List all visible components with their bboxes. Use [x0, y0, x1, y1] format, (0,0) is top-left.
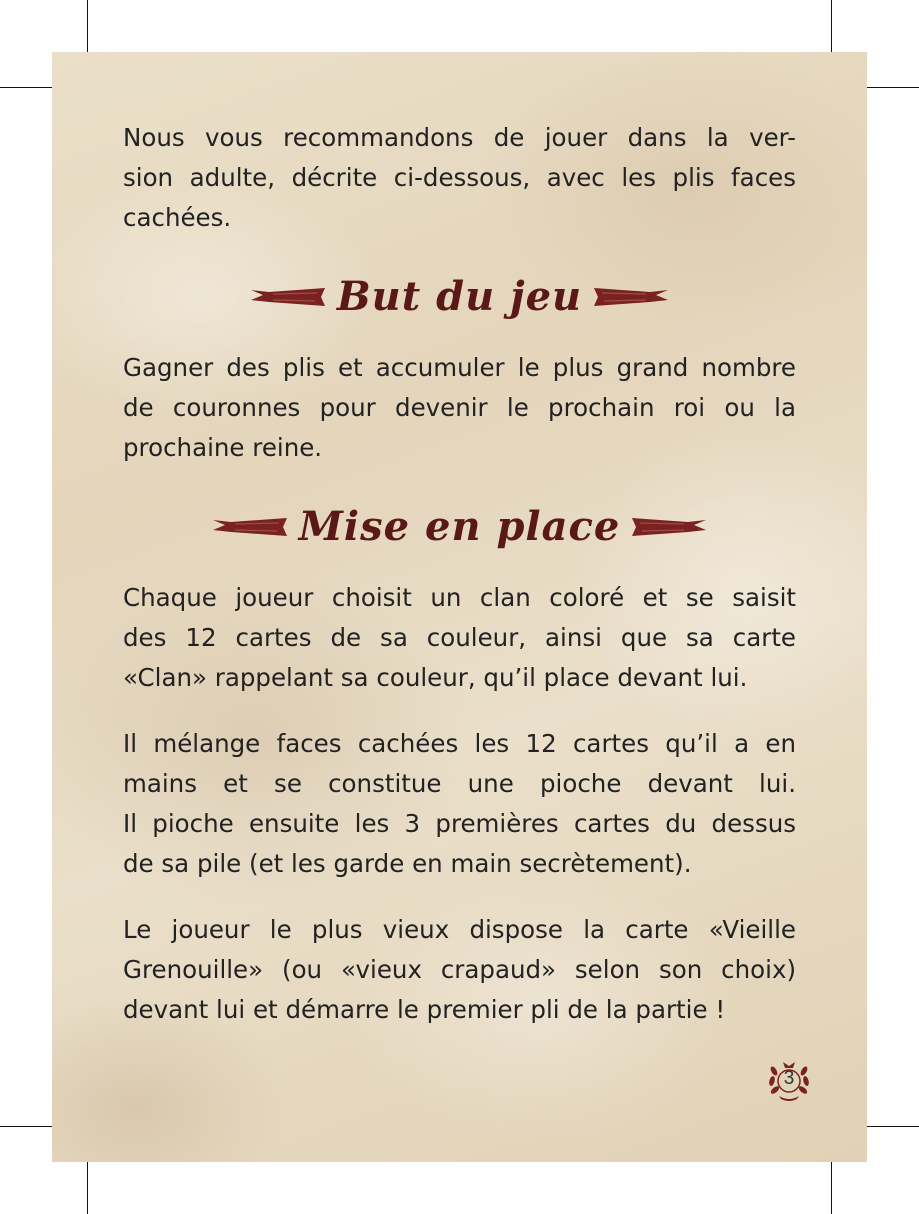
- setup-paragraph: [123, 910, 796, 1030]
- text-line: de sa pile (et les garde en main secrètement).: [123, 849, 692, 878]
- section-title: But du jeu: [336, 273, 583, 320]
- text-line: Il pioche ensuite les 3 premières cartes du dessus: [123, 809, 796, 838]
- text-line: Gagner des plis et accumuler le plus grand nombre: [123, 353, 796, 382]
- text-line: Nous vous recommandons de jouer dans la ver-: [123, 123, 796, 152]
- text-line: prochaine reine.: [123, 433, 323, 462]
- goal-paragraph: [123, 348, 796, 468]
- text-line: mains et se constitue une pioche devant lui.: [123, 769, 796, 798]
- section-heading-but-du-jeu: [123, 266, 796, 328]
- intro-paragraph: [123, 118, 796, 238]
- text-line: de couronnes pour devenir le prochain roi ou la: [123, 393, 796, 422]
- text-line: sion adulte, décrite ci-dessous, avec les plis faces: [123, 163, 796, 192]
- text-line: Le joueur le plus vieux dispose la carte «Vieille: [123, 915, 796, 944]
- page-content: [123, 118, 796, 1030]
- ribbon-banner-icon: [592, 284, 670, 310]
- text-line: des 12 cartes de sa couleur, ainsi que sa carte: [123, 623, 796, 652]
- section-title: Mise en place: [298, 503, 621, 550]
- rulebook-page: [52, 52, 867, 1162]
- text-line: devant lui et démarre le premier pli de la partie !: [123, 995, 726, 1024]
- section-heading-mise-en-place: [123, 496, 796, 558]
- ribbon-banner-icon: [211, 514, 289, 540]
- ribbon-banner-icon: [249, 284, 327, 310]
- text-line: Grenouille» (ou «vieux crapaud» selon son choix): [123, 955, 796, 984]
- setup-paragraph: [123, 578, 796, 698]
- setup-paragraph: [123, 724, 796, 884]
- ribbon-banner-icon: [630, 514, 708, 540]
- text-line: Il mélange faces cachées les 12 cartes qu’il a en: [123, 729, 796, 758]
- text-line: cachées.: [123, 203, 232, 232]
- text-line: «Clan» rappelant sa couleur, qu’il place devant lui.: [123, 663, 748, 692]
- text-line: Chaque joueur choisit un clan coloré et se saisit: [123, 583, 796, 612]
- page-number-badge: [765, 1056, 813, 1104]
- page-number: 3: [783, 1068, 795, 1089]
